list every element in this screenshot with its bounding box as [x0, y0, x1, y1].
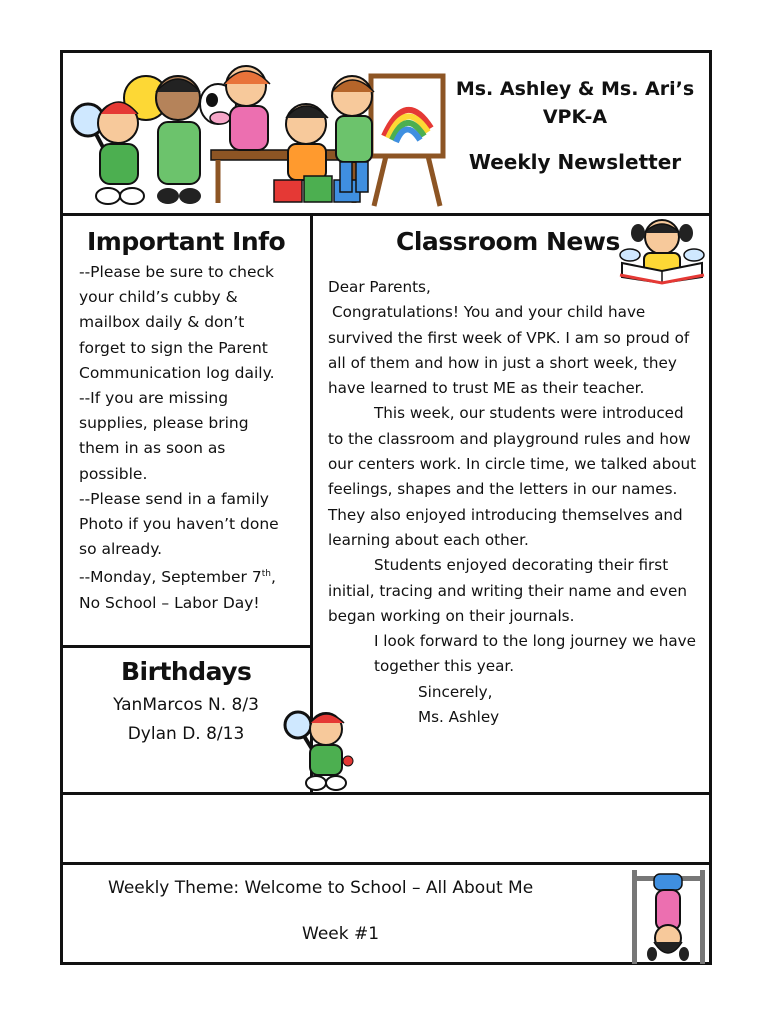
header-newsletter-title: Weekly Newsletter	[468, 150, 682, 174]
weekly-theme: Weekly Theme: Welcome to School – All About Me	[108, 878, 534, 898]
info-line: your child’s cubby &	[79, 288, 238, 307]
info-holiday-line	[79, 562, 311, 590]
news-paragraph: This week, our students were introduced to the classroom and playground rules and how our centers work. In circle time, we talked about feelings, shapes and the letters in our names. They also enjoyed introducing themselves and learning about each other.	[328, 404, 697, 549]
info-line: so already.	[79, 540, 163, 559]
info-line: Communication log daily.	[79, 363, 275, 382]
news-signature: Ms. Ashley	[418, 708, 500, 727]
info-holiday-line-2: No School – Labor Day!	[79, 593, 260, 612]
birthdays-divider	[60, 645, 312, 648]
birthday-entry: YanMarcos N. 8/3	[113, 695, 259, 715]
info-line: Photo if you haven’t done	[79, 515, 279, 534]
info-line: --Please be sure to check	[79, 263, 274, 281]
news-closing: Sincerely,	[418, 682, 493, 701]
holiday-suffix: ,	[270, 568, 276, 587]
info-line: possible.	[79, 464, 148, 483]
header-teacher-names: Ms. Ashley & Ms. Ari’s	[455, 78, 695, 100]
info-line: them in as soon as	[79, 439, 226, 458]
birthdays-title: Birthdays	[121, 657, 252, 686]
kids-clipart	[66, 58, 446, 210]
hanging-girl-clipart	[626, 866, 710, 964]
info-line: mailbox daily & don’t	[79, 313, 245, 332]
important-info-list	[79, 260, 311, 616]
info-line: --If you are missing	[79, 389, 229, 408]
classroom-news-body	[328, 275, 700, 730]
holiday-ordinal: th	[261, 569, 271, 580]
info-line: supplies, please bring	[79, 414, 249, 433]
birthday-entry: Dylan D. 8/13	[127, 724, 245, 744]
footer-divider	[60, 862, 712, 865]
week-number: Week #1	[302, 924, 380, 944]
news-paragraph: I look forward to the long journey we have together this year.	[374, 632, 696, 676]
info-line: --Please send in a family	[79, 489, 269, 508]
info-line: forget to sign the Parent	[79, 338, 268, 357]
news-paragraph: Students enjoyed decorating their first initial, tracing and writing their name and even began working on their journals.	[328, 556, 687, 625]
news-paragraph: Congratulations! You and your child have survived the first week of VPK. I am so proud of all of them and how in just a short week, they have learned to trust ME as their teacher.	[328, 303, 690, 398]
holiday-prefix: --Monday, September 7	[79, 568, 262, 587]
header-class-name: VPK-A	[542, 106, 608, 128]
body-bottom-divider	[60, 792, 712, 795]
important-info-title: Important Info	[87, 227, 286, 256]
classroom-news-title: Classroom News	[396, 227, 620, 256]
news-greeting: Dear Parents,	[328, 278, 431, 296]
